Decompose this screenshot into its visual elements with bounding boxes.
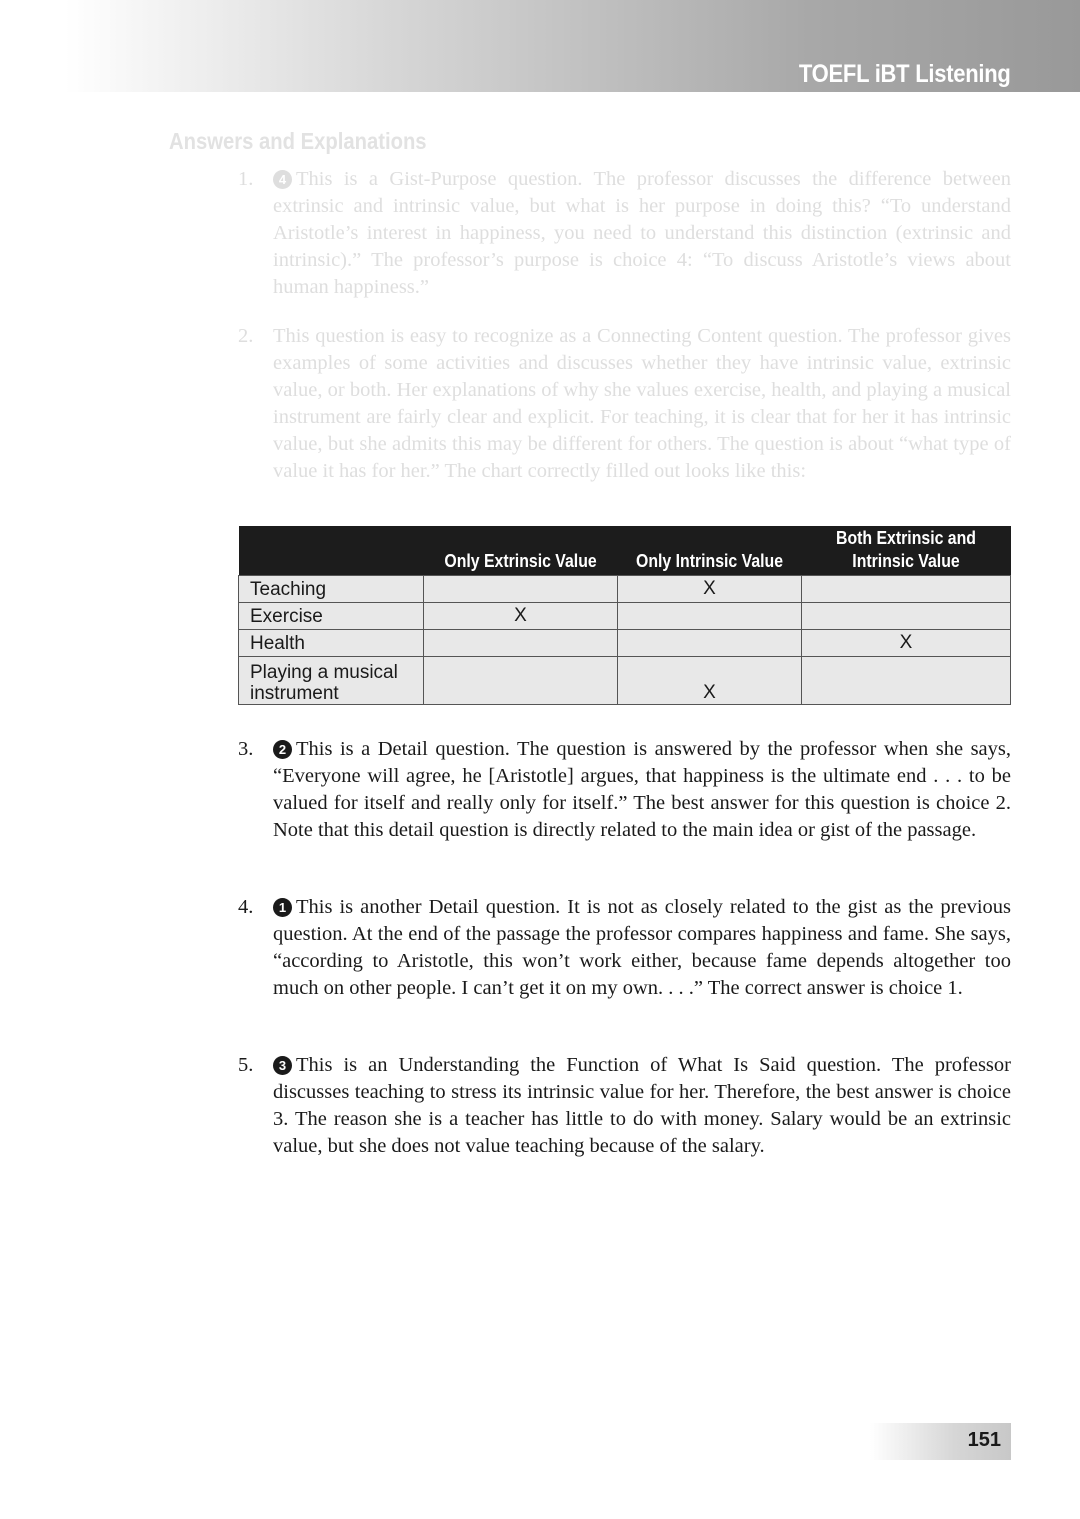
page-header — [0, 0, 1080, 92]
table-row — [239, 576, 1011, 603]
page-number-box — [870, 1423, 1011, 1460]
page-number: 151 — [967, 1429, 1001, 1451]
table-row — [239, 630, 1011, 657]
choice-badge: 1 — [273, 898, 292, 917]
table-header-row — [239, 526, 1011, 576]
answer-item-1 — [238, 166, 1011, 301]
table-cell — [424, 657, 618, 705]
table-header — [239, 526, 424, 576]
item-text: This is a Detail question. The question is answered by the professor when she says, “Everyone will agree, he [Aristotle] argues, that happiness is the ultimate end . . . to be valued for itself and really only for itself.” The best answer for this question is choice 2. Note that this detail question is directly related to the main idea or gist of the passage. — [273, 738, 1011, 841]
choice-badge: 3 — [273, 1056, 292, 1075]
row-label: Health — [239, 630, 424, 657]
table-cell: X — [618, 657, 802, 705]
table-cell — [424, 630, 618, 657]
row-label: Playing a musical instrument — [239, 657, 424, 705]
table-cell — [802, 603, 1011, 630]
choice-badge: 2 — [273, 740, 292, 759]
table-cell: X — [618, 576, 802, 603]
section-title: Answers and Explanations — [169, 128, 427, 154]
table-header: Only Intrinsic Value — [618, 526, 802, 576]
item-number: 5. — [238, 1054, 254, 1076]
table-cell — [618, 603, 802, 630]
header-title: TOEFL iBT Listening — [799, 60, 1011, 88]
choice-badge: 4 — [273, 170, 292, 189]
item-number: 2. — [238, 325, 254, 347]
table-row — [239, 657, 1011, 705]
item-number: 3. — [238, 738, 254, 760]
answer-item-5 — [238, 1052, 1011, 1160]
item-text: This is an Understanding the Function of What Is Said question. The professor discusses teaching to stress its intrinsic value for her. Therefore, the best answer is choice 3. The reason she is a teacher has little to do with money. Salary would be an extrinsic value, but she does not value teaching because of the salary. — [273, 1054, 1011, 1157]
table-header: Both Extrinsic and Intrinsic Value — [802, 526, 1011, 576]
answer-item-4 — [238, 894, 1011, 1002]
item-number: 1. — [238, 168, 254, 190]
table-row — [239, 603, 1011, 630]
table-cell — [424, 576, 618, 603]
table-cell: X — [802, 630, 1011, 657]
table-cell: X — [424, 603, 618, 630]
item-text: This is a Gist-Purpose question. The professor discusses the difference between extrinsic and intrinsic value, but what is her purpose in doing this? “To understand Aristotle’s interest in happiness, you need to understand this distinction (extrinsic and intrinsic).” The professor’s purpose is choice 4: “To discuss Aristotle’s views about human happiness.” — [273, 168, 1011, 298]
table-header: Only Extrinsic Value — [424, 526, 618, 576]
item-text: This is another Detail question. It is not as closely related to the gist as the previous question. At the end of the passage the professor compares happiness and fame. She says, “according to Aristotle, this won’t work either, because fame depends altogether too much on other people. I can’t get it on my own. . . .” The correct answer is choice 1. — [273, 896, 1011, 999]
row-label: Exercise — [239, 603, 424, 630]
item-text: This question is easy to recognize as a Connecting Content question. The professor gives examples of some activities and discusses whether they have intrinsic value, extrinsic value, or both. Her explanations of why she values exercise, health, and playing a musical instrument are fairly clear and explicit. For teaching, it is clear that for her it has intrinsic value, but she admits this may be different for others. The question is about “what type of value it has for her.” The chart correctly filled out looks like this: — [273, 325, 1011, 482]
item-number: 4. — [238, 896, 254, 918]
table-cell — [802, 576, 1011, 603]
table-cell — [802, 657, 1011, 705]
answer-item-3 — [238, 736, 1011, 844]
row-label: Teaching — [239, 576, 424, 603]
value-chart-table — [238, 526, 1011, 705]
table-cell — [618, 630, 802, 657]
answer-item-2 — [238, 323, 1011, 485]
